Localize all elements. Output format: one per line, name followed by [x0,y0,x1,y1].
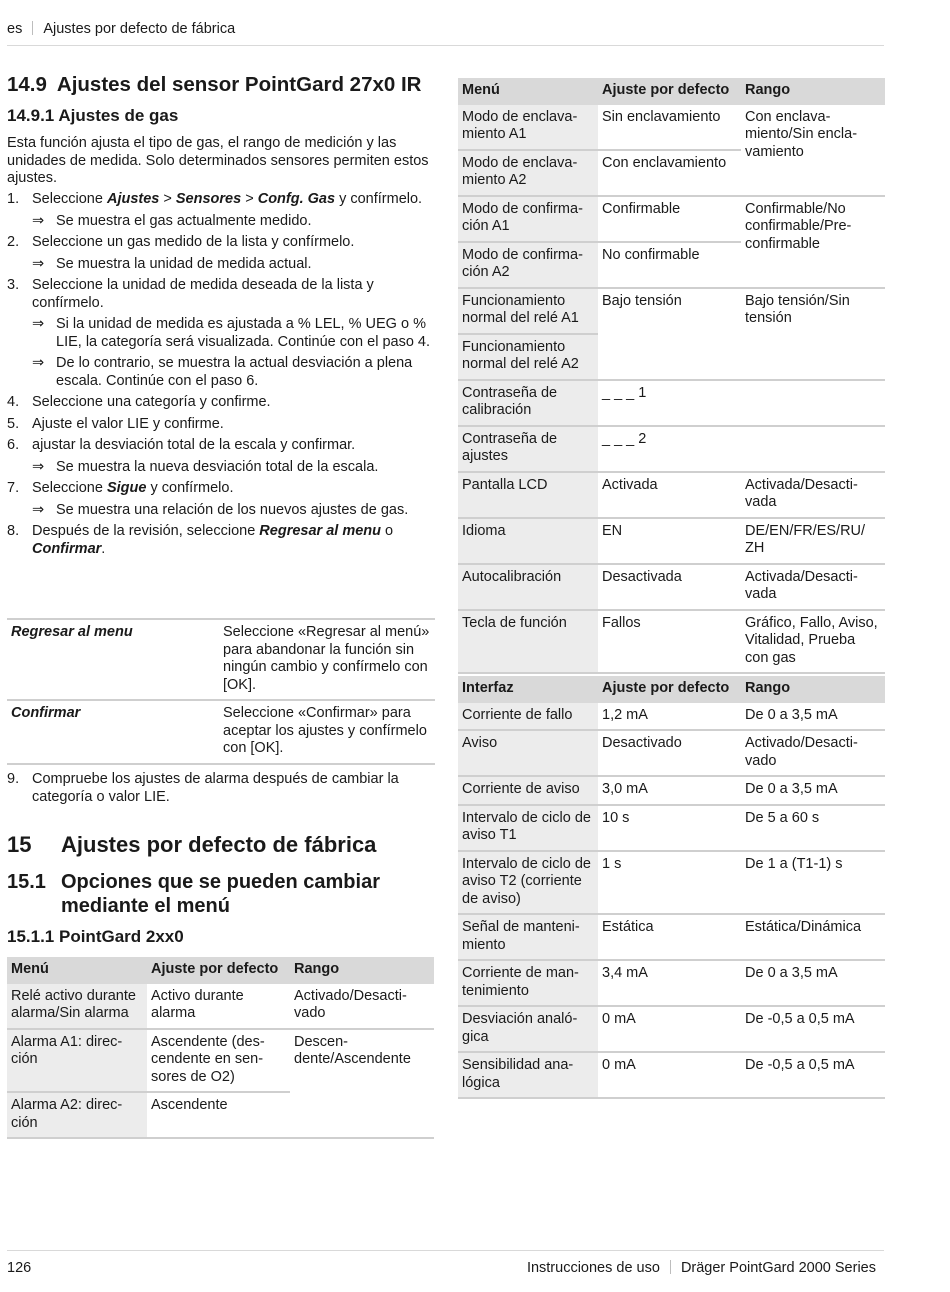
table-cell: Funcionamiento normal del relé A2 [458,334,598,380]
table-cell: Activo durante alarma [147,984,290,1029]
table-cell: Confirmable [598,196,741,242]
table-cell: _ _ _ 2 [598,426,741,472]
table-row [458,1006,885,1052]
step-8: 8. Después de la revisión, seleccione Regresar al menu o Confirmar. [7,523,394,557]
table-cell: Modo de enclavamiento A1 [458,105,598,150]
table-cell: De 1 a (T1-1) s [741,851,885,915]
header-section-title: Ajustes por defecto de fábrica [43,21,236,37]
table-row [458,196,885,242]
table-row [458,564,885,610]
options-table [7,618,435,765]
table-cell: Corriente de aviso [458,776,598,805]
result-arrow-icon: ⇒ [32,316,45,332]
table-cell: Idioma [458,518,598,564]
section-15-1-1-heading: 15.1.1 PointGard 2xx0 [7,927,184,946]
table-cell: Alarma A2: dirección [7,1092,147,1138]
table-cell: 0 mA [598,1006,741,1052]
column-header: Rango [741,78,885,105]
table-row [458,914,885,960]
table-cell: Desviación analógica [458,1006,598,1052]
result-7: ⇒ Se muestra una relación de los nuevos ajustes de gas. [32,501,409,518]
table-cell: DE/EN/FR/ES/RU/ ZH [741,518,885,564]
page-number: 126 [7,1260,32,1276]
table-row [458,518,885,564]
table-cell: Bajo tensión [598,288,741,380]
table-cell: Desactivada [598,564,741,610]
result-2: ⇒ Se muestra la unidad de medida actual. [32,255,312,272]
table-cell: Ascendente [147,1092,290,1138]
step-9: 9. Compruebe los ajustes de alarma después de cambiar la categoría o valor LIE. [7,771,399,805]
column-header: Rango [741,676,885,703]
table-cell: Señal de mantenimiento [458,914,598,960]
result-arrow-icon: ⇒ [32,355,45,371]
footer-doc-info [527,1260,876,1278]
table-cell: Autocalibración [458,564,598,610]
procedure-steps [7,191,435,562]
table-cell: Modo de enclavamiento A2 [458,150,598,196]
table-cell: Ascendente (descendente en sensores de O2) [147,1029,290,1093]
table-cell: De -0,5 a 0,5 mA [741,1006,885,1052]
table-cell: _ _ _ 1 [598,380,741,426]
table-cell: 10 s [598,805,741,851]
table-cell: Relé activo durante alarma/Sin alarma [7,984,147,1029]
table-cell: Contraseña de ajustes [458,426,598,472]
result-3b: ⇒ De lo contrario, se muestra la actual desviación a plena escala. Continúe con el paso 6. [32,355,413,389]
table-menu-settings [458,78,885,674]
table-cell: Aviso [458,730,598,776]
table-row [458,610,885,674]
table-cell: Sin enclavamiento [598,105,741,150]
table-cell: Descendente/Ascendente [290,1029,434,1139]
intro-paragraph: Esta función ajusta el tipo de gas, el rango de medición y las unidades de medida. Solo determinados sensores permiten estos ajustes. [7,135,429,186]
step-1: 1. Seleccione Ajustes > Sensores > Confg. Gas y confírmelo. [7,191,423,207]
table-cell: Activada/Desactivada [741,564,885,610]
table-interface-settings [458,676,885,1099]
column-header: Rango [290,957,434,984]
table-cell: Fallos [598,610,741,674]
table-cell: EN [598,518,741,564]
table-cell: Estática/Dinámica [741,914,885,960]
page-header [7,21,884,46]
step-4: 4. Seleccione una categoría y confirme. [7,394,271,410]
footer-divider [670,1260,671,1274]
column-header: Ajuste por defecto [598,676,741,703]
table-cell: 3,4 mA [598,960,741,1006]
table-row [458,776,885,805]
column-header: Ajuste por defecto [147,957,290,984]
table-cell: De -0,5 a 0,5 mA [741,1052,885,1098]
header-divider [32,21,33,35]
table-cell: Estática [598,914,741,960]
table-header-row [458,676,885,703]
column-header: Ajuste por defecto [598,78,741,105]
table-cell: 0 mA [598,1052,741,1098]
table-cell: 3,0 mA [598,776,741,805]
result-arrow-icon: ⇒ [32,212,45,229]
table-cell: Activada [598,472,741,518]
column-header: Menú [458,78,598,105]
table-cell: Activado/Desactivado [290,984,434,1029]
table-cell: No confirmable [598,242,741,288]
footer-product: Dräger PointGard 2000 Series [680,1260,876,1276]
table-row [458,703,885,731]
result-arrow-icon: ⇒ [32,255,45,272]
table-cell: Bajo tensión/Sin tensión [741,288,885,380]
table-cell: 1,2 mA [598,703,741,731]
table-cell: De 5 a 60 s [741,805,885,851]
table-row [458,1052,885,1098]
result-3a: ⇒ Si la unidad de medida es ajustada a % LEL, % UEG o % LIE, la categoría será visualizada. Continúe con el paso 4. [32,316,431,350]
table-cell: Desactivado [598,730,741,776]
table-row [458,851,885,915]
option-key: Regresar al menu [11,624,133,640]
table-cell: Modo de confirmación A1 [458,196,598,242]
table-cell: Corriente de mantenimiento [458,960,598,1006]
option-description: Seleccione «Confirmar» para aceptar los ajustes y confírmelo con [OK]. [223,705,427,756]
table-cell: 1 s [598,851,741,915]
table-cell: Confirmable/No confirmable/Preconfirmable [741,196,885,288]
table-cell: Tecla de función [458,610,598,674]
table-cell: Gráfico, Fallo, Aviso, Vitalidad, Prueba con gas [741,610,885,674]
table-cell: Corriente de fallo [458,703,598,731]
result-1: ⇒ Se muestra el gas actualmente medido. [32,212,312,229]
step-3: 3. Seleccione la unidad de medida deseada de la lista y confírmelo. [7,277,374,311]
table-cell: Intervalo de ciclo de aviso T2 (corriente de aviso) [458,851,598,915]
column-header: Interfaz [458,676,598,703]
table-cell: Pantalla LCD [458,472,598,518]
table-row [458,805,885,851]
table-cell: Sensibilidad analógica [458,1052,598,1098]
table-cell: Intervalo de ciclo de aviso T1 [458,805,598,851]
table-cell: De 0 a 3,5 mA [741,703,885,731]
result-arrow-icon: ⇒ [32,501,45,518]
step-5: 5. Ajuste el valor LIE y confirme. [7,415,224,432]
table-row [458,426,885,472]
table-row [7,1029,434,1093]
step-7: 7. Seleccione Sigue y confírmelo. [7,480,234,496]
table-cell: De 0 a 3,5 mA [741,960,885,1006]
section-14-9-1-heading: 14.9.1 Ajustes de gas [7,106,179,125]
table-row [458,730,885,776]
table-cell: Alarma A1: dirección [7,1029,147,1093]
table-header-row [458,78,885,105]
table-cell: Contraseña de calibración [458,380,598,426]
result-6: ⇒ Se muestra la nueva desviación total de la escala. [32,458,379,475]
table-cell: Activada/Desactivada [741,472,885,518]
table-cell: Activado/Desactivado [741,730,885,776]
table-row [458,960,885,1006]
column-header: Menú [7,957,147,984]
step-6: 6. ajustar la desviación total de la escala y confirmar. [7,437,356,453]
table-row [458,472,885,518]
table-cell [741,426,885,472]
section-14-9-heading: 14.9 Ajustes del sensor PointGard 27x0 IR [7,73,422,96]
table-cell: Con enclavamiento/Sin enclavamiento [741,105,885,196]
table-row [458,380,885,426]
table-cell: Con enclavamiento [598,150,741,196]
procedure-step-9 [7,771,435,810]
table-row [7,984,434,1029]
step-2: 2. Seleccione un gas medido de la lista y confírmelo. [7,234,355,250]
table-cell: Funcionamiento normal del relé A1 [458,288,598,334]
option-key: Confirmar [11,705,81,721]
option-row [7,620,435,701]
table-pointgard-2xx0 [7,957,434,1139]
language-code: es [7,21,23,37]
table-cell: Modo de confirmación A2 [458,242,598,288]
result-arrow-icon: ⇒ [32,458,45,475]
page-footer [7,1250,884,1278]
table-row [458,288,885,334]
footer-doc-type: Instrucciones de uso [526,1260,660,1276]
option-row [7,701,435,765]
option-description: Seleccione «Regresar al menú» para abandonar la función sin ningún cambio y confírmelo con [OK]. [223,624,430,693]
table-cell: De 0 a 3,5 mA [741,776,885,805]
section-15-heading: 15 Ajustes por defecto de fábrica [7,832,377,857]
table-header-row [7,957,434,984]
table-cell [741,380,885,426]
table-row [458,105,885,150]
